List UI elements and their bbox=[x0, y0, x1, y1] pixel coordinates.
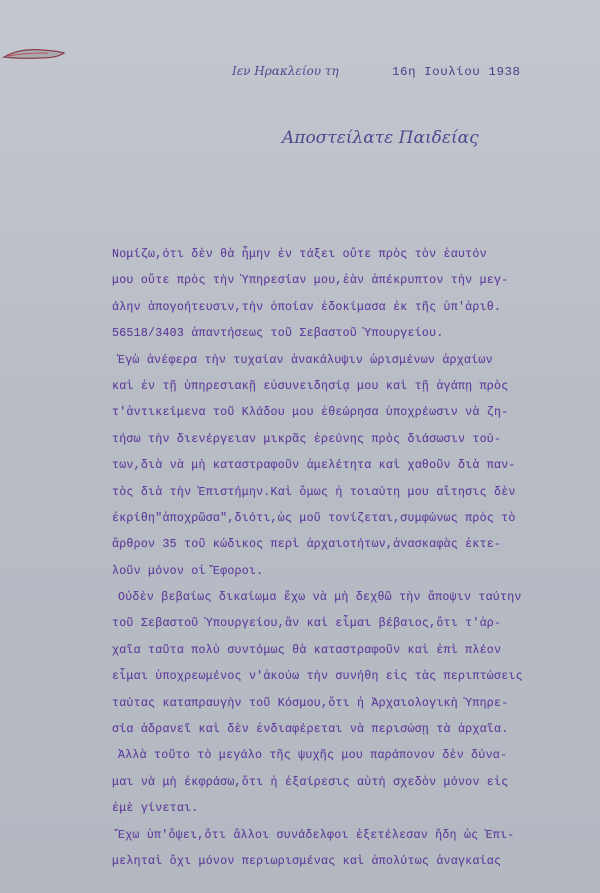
letter-line: Νομίζω,ότι δὲν θὰ ἦμην ἐν τάξει οὔτε πρὸς τὸν ἑαυτόν bbox=[112, 248, 487, 261]
punch-hole-mark bbox=[2, 44, 66, 64]
letter-line: 56518/3403 ἀπαντήσεως τοῦ Σεβαστοῦ Ὑπουργείου. bbox=[112, 327, 444, 341]
letter-line: μεληταὶ ὄχι μόνον περιωρισμένας καὶ ἀπολύτως ἀναγκαίας bbox=[112, 854, 502, 868]
letter-line: ἐκρίθη"ἀποχρῶσα",διότι,ὡς μοῦ τονίζεται,συμφώνως πρὸς τὸ bbox=[112, 511, 516, 525]
letter-line: μαι νὰ μὴ ἐκφράσω,ὅτι ἡ ἐξαίρεσις αὐτὴ σχεδὸν μόνον εἰς bbox=[112, 775, 509, 789]
letter-line: καὶ ἐν τῇ ὑπηρεσιακῇ εὐσυνειδησίᾳ μου καὶ τῇ ἀγάπῃ πρὸς bbox=[112, 379, 509, 393]
letter-line: ἄρθρον 35 τοῦ κώδικος περὶ ἀρχαιοτήτων,ἀνασκαφὰς ἐκτε- bbox=[112, 538, 502, 552]
typed-date: 16η Ιουλίου 1938 bbox=[392, 65, 521, 79]
handwritten-place: Ιεν Ηρακλείου τη bbox=[232, 64, 339, 78]
letter-line: χαῖα ταῦτα πολὺ συντόμως θὰ καταστραφοῦν καὶ ἐπὶ πλέον bbox=[112, 643, 502, 657]
letter-line: άλην ἀπογοήτευσιν,τὴν ὁποίαν ἐδοκίμασα ἐκ τῆς ὑπ'ἀριθ. bbox=[112, 300, 502, 314]
letter-line: τήσω τὴν διενέργειαν μικρᾶς ἐρεύνης πρὸς διάσωσιν τού- bbox=[112, 432, 502, 446]
date-line bbox=[232, 64, 572, 86]
letter-line: σία ἀδρανεῖ καὶ δὲν ἐνδιαφέρεται νὰ περισώσῃ τὰ ἀρχαῖα. bbox=[112, 723, 509, 737]
letter-line: εἶμαι ὑποχρεωμένος ν'ἀκούω τὴν συνήθη εἰς τὰς περιπτώσεις bbox=[112, 670, 523, 684]
letter-line: των,διὰ νὰ μὴ καταστραφοῦν ἀμελέτητα καὶ χαθοῦν διὰ παν- bbox=[112, 459, 516, 473]
letter-line: Οὐδὲν βεβαίως δικαίωμα ἔχω νὰ μὴ δεχθῶ τὴν ἄποψιν ταύτην bbox=[118, 591, 522, 605]
letter-line: Ἀλλὰ τοῦτο τὸ μεγάλο τῆς ψυχῆς μου παράπονον δὲν δύνα- bbox=[118, 749, 508, 763]
letter-body bbox=[112, 242, 582, 875]
letter-line: ταύτας καταπραυγὴν τοῦ Κόσμου,ὅτι ἡ Ἀρχαιολογικὴ Ὑπηρε- bbox=[112, 696, 509, 710]
letter-line: ἐμὲ γίνεται. bbox=[112, 802, 199, 816]
letter-line: τ'ἀντικείμενα τοῦ Κλάδου μου ἐθεώρησα ὑποχρέωσιν νὰ ζη- bbox=[112, 406, 509, 420]
letter-line: τοῦ Σεβαστοῦ Ὑπουργείου,ἂν καὶ εἶμαι βέβαιος,ὅτι τ'ἀρ- bbox=[112, 617, 502, 631]
letter-line: μου οὔτε πρὸς τὴν Ὑπηρεσίαν μου,ἐὰν ἀπέκρυπτον τὴν μεγ- bbox=[112, 274, 509, 288]
letter-line: λοῦν μόνον οἱ Ἔφοροι. bbox=[112, 564, 264, 578]
letter-line: Ἐγὼ ἀνέφερα τὴν τυχαίαν ἀνακάλυψιν ὡρισμένων ἀρχαίων bbox=[118, 353, 493, 367]
letter-line: τὸς διὰ τὴν Ἐπιστήμην.Καὶ ὅμως ἡ τοιαύτη μου αἴτησις δὲν bbox=[112, 485, 516, 499]
letter-line: Ἔχω ὑπ'ὄψει,ὅτι ἄλλοι συνάδελφοι ἐξετέλεσαν ἤδη ὡς Ἐπι- bbox=[118, 828, 515, 842]
handwritten-recipient-note: Αποστείλατε Παιδείας bbox=[282, 128, 479, 148]
